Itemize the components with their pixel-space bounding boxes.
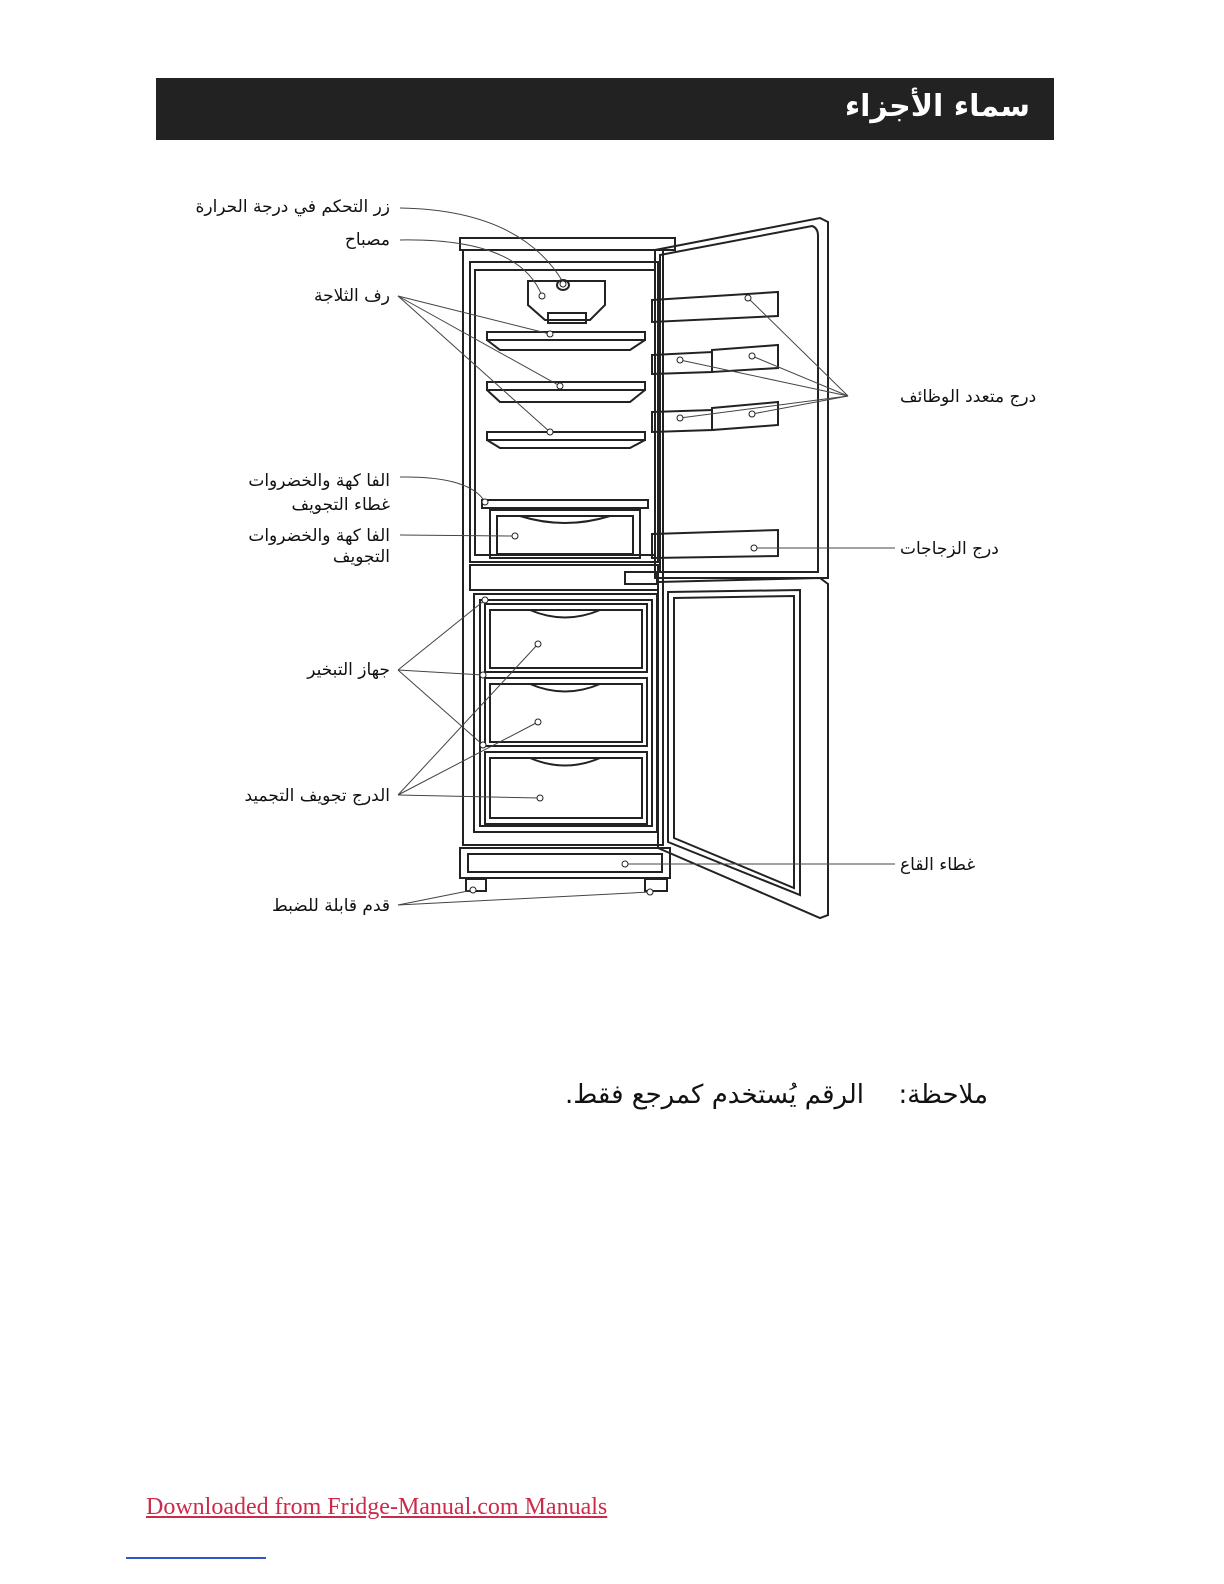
label-freezer-drawer: الدرج تجويف التجميد: [244, 786, 390, 806]
label-evaporator: جهاز التبخير: [307, 660, 390, 680]
label-crisper-cover-1: الفا كهة والخضروات: [248, 471, 390, 491]
label-crisper-2: التجويف: [332, 547, 390, 567]
footer-download-link[interactable]: Downloaded from Fridge-Manual.com Manuals: [146, 1494, 608, 1520]
callout-dots: [470, 281, 757, 895]
label-bottle-bin: درج الزجاجات: [900, 539, 999, 559]
page-title: سماء الأجزاء: [844, 89, 1030, 124]
footer-divider: [126, 1557, 266, 1559]
label-multi-bin: درج متعدد الوظائف: [900, 387, 1037, 407]
label-temp-control: زر التحكم في درجة الحرارة: [195, 197, 390, 217]
label-bottom-cover: غطاء القاع: [900, 855, 976, 875]
note-text: الرقم يُستخدم كمرجع فقط.: [564, 1080, 864, 1110]
label-adjustable-feet: قدم قابلة للضبط: [272, 896, 390, 916]
label-crisper-1: الفا كهة والخضروات: [248, 526, 390, 546]
note-label: ملاحظة:: [898, 1080, 988, 1110]
label-crisper-cover-2: غطاء التجويف: [291, 495, 390, 515]
label-fridge-shelf: رف الثلاجة: [313, 286, 390, 306]
label-lamp: مصباح: [344, 230, 390, 250]
